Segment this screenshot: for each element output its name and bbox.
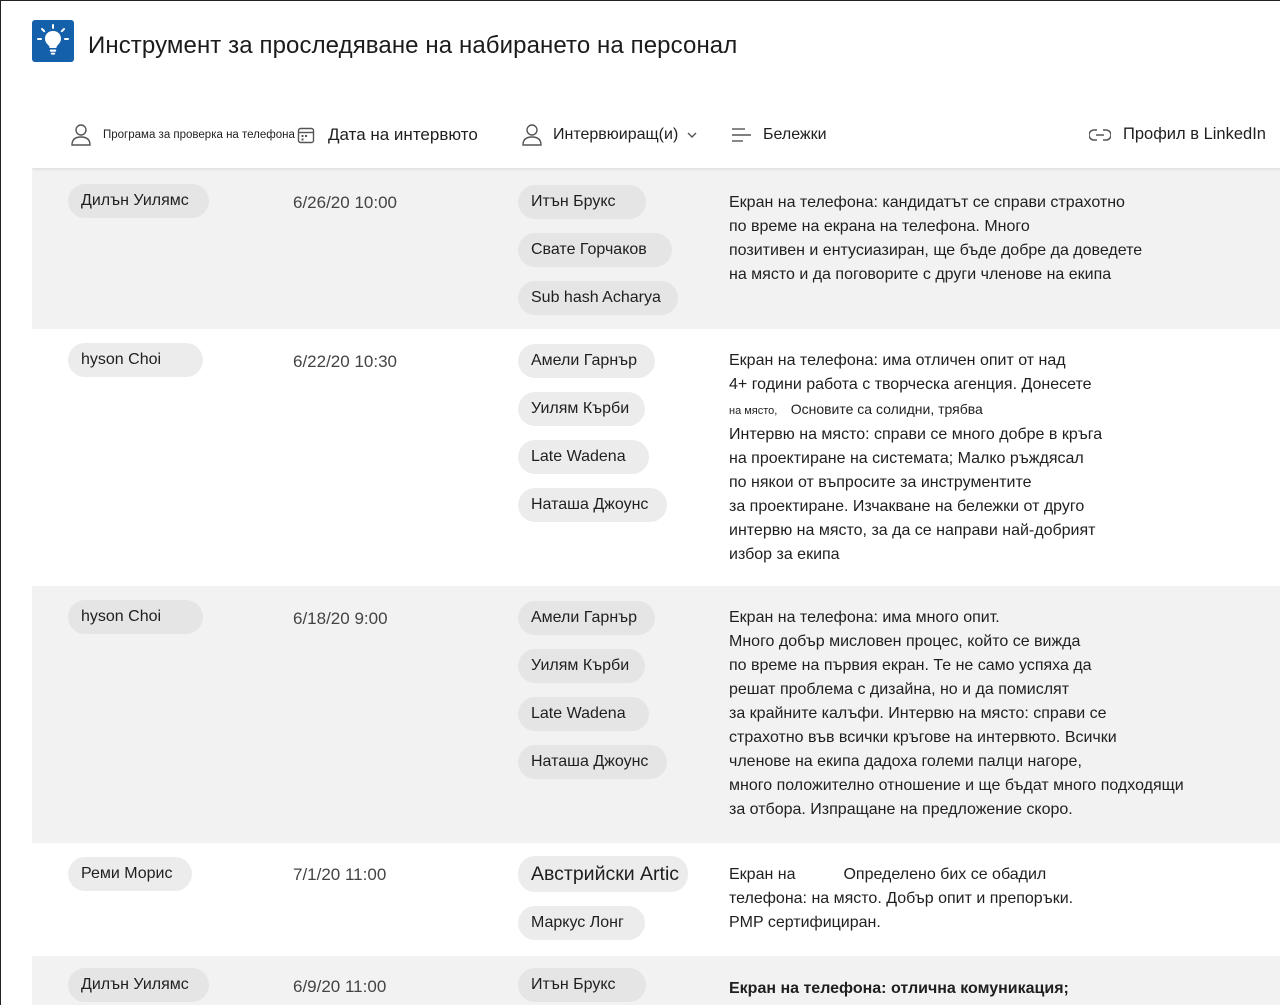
column-label: Интервюиращ(и) <box>553 125 679 143</box>
interviewer-pill[interactable]: Late Wadena <box>518 697 649 731</box>
app-header <box>1 1 1280 97</box>
notes-line <box>729 397 1199 423</box>
interviewer-pill[interactable]: Маркус Лонг <box>518 906 645 940</box>
candidate-pill[interactable]: hyson Choi <box>68 343 203 377</box>
notes-line: решат проблема с дизайна, но и да помислят <box>729 681 1070 698</box>
column-header-date[interactable] <box>297 101 497 168</box>
interviewer-pill[interactable]: Уилям Кърби <box>518 392 645 426</box>
table-row[interactable] <box>32 843 1280 956</box>
notes-line: Екран на телефона: има отличен опит от над <box>729 352 1066 369</box>
notes-line: на проектиране на системата; Малко ръждясал <box>729 450 1084 467</box>
interviewer-pill[interactable]: Свате Горчаков <box>518 233 672 267</box>
notes-line: по време на първия екран. Те не само успяха да <box>729 657 1092 674</box>
column-label: Програма за проверка на телефона <box>103 128 295 141</box>
lines-icon <box>731 126 753 144</box>
interview-date: 6/9/20 11:00 <box>293 977 387 996</box>
notes-line: за отбора. Изпращане на предложение скоро. <box>729 801 1073 818</box>
candidate-pill[interactable]: Дилън Уилямс <box>68 184 209 218</box>
candidate-pill[interactable]: Реми Морис <box>68 857 192 891</box>
interviewer-pill[interactable]: Наташа Джоунс <box>518 745 667 779</box>
notes-fragment: Определено бих се обадил <box>843 866 1047 883</box>
app-logo <box>32 20 74 62</box>
notes-line: PMP сертифициран. <box>729 914 881 931</box>
interviewer-pill[interactable]: Амели Гарнър <box>518 344 655 378</box>
person-icon <box>70 123 92 147</box>
notes-cell <box>729 863 1199 935</box>
interviewer-pill[interactable]: Итън Брукс <box>518 968 646 1002</box>
chevron-down-icon[interactable] <box>685 128 699 142</box>
recruiting-grid <box>32 101 1280 1005</box>
notes-line: по време на екрана на телефона. Много <box>729 218 1030 235</box>
person-icon <box>521 123 543 147</box>
column-label: Профил в LinkedIn <box>1123 125 1266 143</box>
interview-date: 6/18/20 9:00 <box>293 609 388 628</box>
notes-line: Екран на телефона: отлична комуникация; <box>729 980 1069 997</box>
interview-date: 6/22/20 10:30 <box>293 352 397 371</box>
notes-fragment: Основите са солидни, трябва <box>790 401 983 417</box>
interview-date: 6/26/20 10:00 <box>293 193 397 212</box>
column-label: Бележки <box>763 125 827 143</box>
table-row[interactable] <box>32 168 1280 329</box>
notes-line: на място и да поговорите с други членове на екипа <box>729 266 1112 283</box>
notes-line: 4+ години работа с творческа агенция. Донесете <box>729 376 1092 393</box>
link-icon <box>1089 128 1111 142</box>
lightbulb-icon <box>32 20 74 62</box>
notes-line: страхотно във всички кръгове на интервюто. Всички <box>729 729 1117 746</box>
notes-line: за проектиране. Изчакване на бележки от друго <box>729 498 1085 515</box>
candidate-pill[interactable]: hyson Choi <box>68 600 203 634</box>
notes-cell <box>729 977 1199 1001</box>
notes-line <box>729 863 1199 887</box>
notes-line: Интервю на място: справи се много добре в кръга <box>729 426 1103 443</box>
interviewer-pill[interactable]: Наташа Джоунс <box>518 488 667 522</box>
notes-line: много положително отношение и ще бъдат много подходящи <box>729 777 1184 794</box>
column-header-linkedin[interactable] <box>1089 101 1280 168</box>
notes-line: позитивен и ентусиазиран, ще бъде добре да доведете <box>729 242 1143 259</box>
notes-line: за крайните калъфи. Интервю на място: справи се <box>729 705 1107 722</box>
notes-line: избор за екипа <box>729 546 840 563</box>
notes-line: телефона: на място. Добър опит и препоръки. <box>729 890 1074 907</box>
column-header-candidate[interactable] <box>70 101 310 168</box>
column-header-interviewers[interactable] <box>521 101 721 168</box>
notes-line: интервю на място, за да се направи най-добрият <box>729 522 1096 539</box>
notes-cell <box>729 191 1199 287</box>
column-label: Дата на интервюто <box>328 124 478 144</box>
notes-line: Екран на телефона: има много опит. <box>729 609 1000 626</box>
notes-line: Много добър мисловен процес, който се вижда <box>729 633 1081 650</box>
notes-line: Екран на телефона: кандидатът се справи страхотно <box>729 194 1125 211</box>
candidate-pill[interactable]: Дилън Уилямс <box>68 968 209 1002</box>
interviewer-pill[interactable]: Sub hash Acharya <box>518 281 678 315</box>
table-row[interactable] <box>32 586 1280 843</box>
column-header-bar <box>32 101 1280 168</box>
column-header-notes[interactable] <box>731 101 931 168</box>
interviewer-pill[interactable]: Уилям Кърби <box>518 649 645 683</box>
notes-line: по някои от въпросите за инструментите <box>729 474 1032 491</box>
table-row[interactable] <box>32 956 1280 1005</box>
interviewer-pill[interactable]: Late Wadena <box>518 440 649 474</box>
notes-cell <box>729 606 1199 822</box>
interviewer-pill[interactable]: Амели Гарнър <box>518 601 655 635</box>
interviewer-pill[interactable]: Австрийски Artic <box>518 856 688 892</box>
table-row[interactable] <box>32 329 1280 586</box>
notes-cell <box>729 349 1199 567</box>
notes-line: членове на екипа дадоха големи палци нагоре, <box>729 753 1082 770</box>
calendar-icon <box>297 126 315 144</box>
page-title: Инструмент за проследяване на набирането на персонал <box>88 32 738 59</box>
notes-fragment: на място, <box>729 405 778 417</box>
interview-date: 7/1/20 11:00 <box>293 865 387 884</box>
interviewer-pill[interactable]: Итън Брукс <box>518 185 646 219</box>
notes-fragment: Екран на <box>729 866 796 883</box>
